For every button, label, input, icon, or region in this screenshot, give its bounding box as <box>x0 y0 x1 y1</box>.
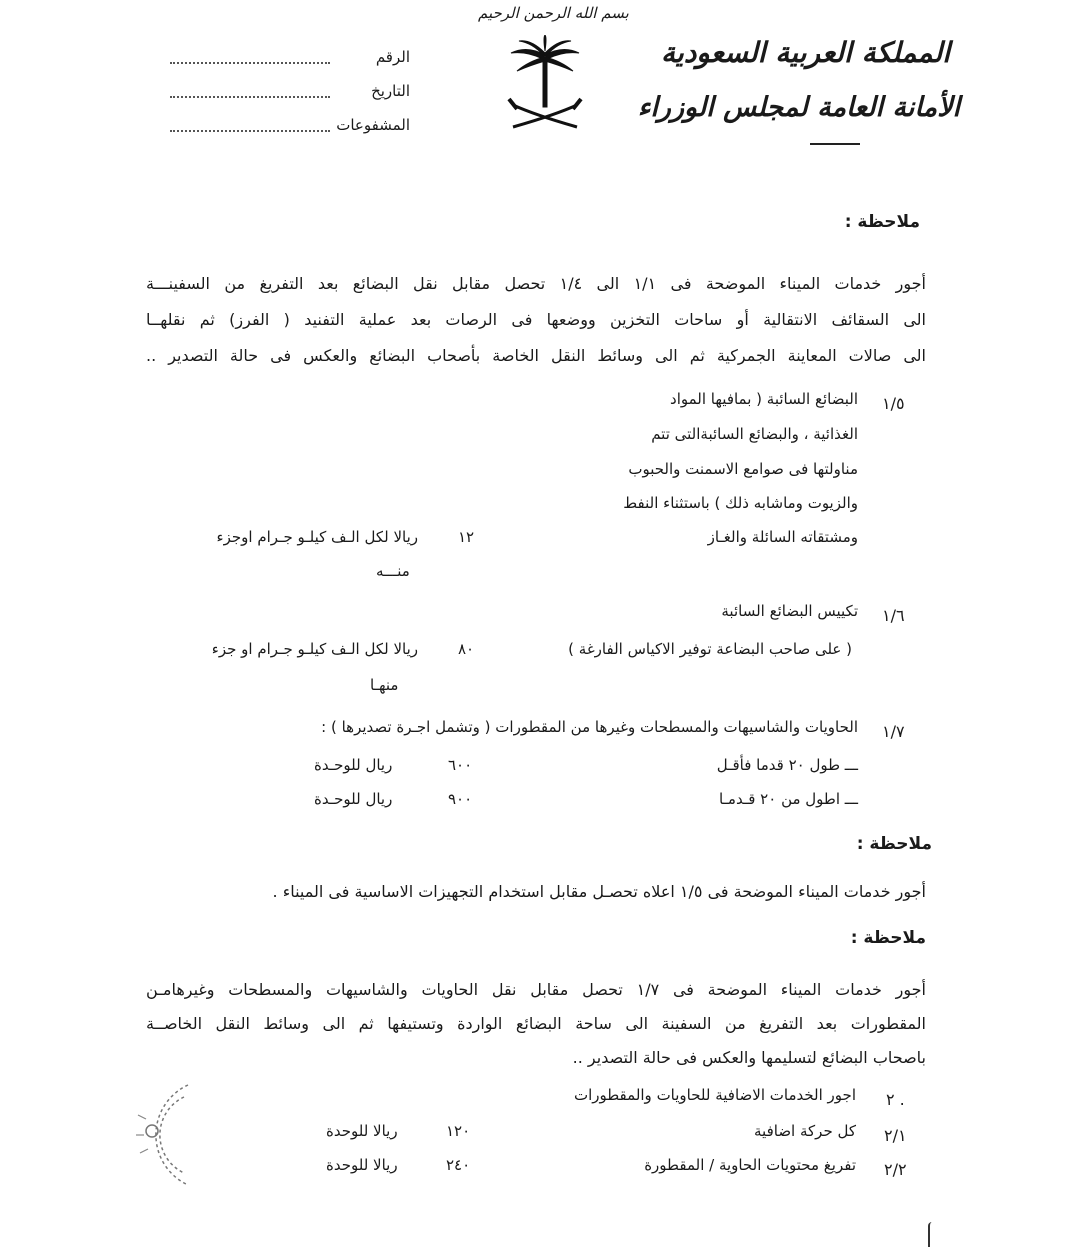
field-date: التاريخ <box>170 82 410 106</box>
section2-row1-amount: ١٢٠ <box>446 1122 471 1140</box>
item17-row1-desc: ـــ طول ٢٠ قدما فأقـل <box>716 756 858 774</box>
item15-rate-cont: منـــه <box>376 562 410 580</box>
section2-row1-unit: ريالا للوحدة <box>326 1122 398 1140</box>
note2-text: أجور خدمات الميناء الموضحة فى ١/٥ اعلاه تحصـل مقابل استخدام التجهيزات الاساسية فى الميناء . <box>272 882 926 901</box>
item16-title: تكييس البضائع السائبة <box>721 602 858 620</box>
item16-number: ١/٦ <box>882 606 905 625</box>
field-number: الرقم <box>170 48 410 72</box>
secretariat-title: الأمانة العامة لمجلس الوزراء <box>637 92 960 123</box>
note3-line-3: باصحاب البضائع لتسليمها والعكس فى حالة التصدير .. <box>572 1048 926 1067</box>
item16-rate: ريالا لكل الـف كيلـو جـرام او جزء <box>211 640 418 658</box>
section2-row2-unit: ريالا للوحدة <box>326 1156 398 1174</box>
basmala: بسم الله الرحمن الرحيم <box>478 4 629 22</box>
item15-line-5: ومشتقاته السائلة والغـاز <box>707 528 858 546</box>
kingdom-title: المملكة العربية السعودية <box>661 36 950 69</box>
note1-title: ملاحظة : <box>844 212 920 232</box>
item15-line-3: مناولتها فى صوامع الاسمنت والحبوب <box>628 460 858 478</box>
header-underline <box>810 143 860 145</box>
note2-title: ملاحظة : <box>856 834 932 854</box>
item15-number: ١/٥ <box>882 394 905 413</box>
item15-line-1: البضائع السائبة ( بمافيها المواد <box>670 390 858 408</box>
section2-row2-amount: ٢٤٠ <box>446 1156 471 1174</box>
item17-row2-desc: ـــ اطول من ٢٠ قـدمـا <box>718 790 858 808</box>
section2-row1-num: ٢/١ <box>884 1126 907 1145</box>
item17-row1-amount: ٦٠٠ <box>448 756 473 774</box>
note3-line-1: أجور خدمات الميناء الموضحة فى ١/٧ تحصل مقابل نقل الحاويات والشاسيهات والمسطحات وغيرهامـن <box>146 980 926 999</box>
note1-line-1: أجور خدمات الميناء الموضحة فى ١/١ الى ١/٤ تحصل مقابل نقل البضائع بعد التفريغ من السفينـــة <box>146 274 927 293</box>
field-attachments: المشفوعات <box>170 116 410 140</box>
official-stamp-icon <box>118 1075 198 1195</box>
item15-line-4: والزيوت وماشابه ذلك ) باستثناء النفط <box>623 494 858 512</box>
note1-line-3: الى صالات المعاينة الجمركية ثم الى وسائط النقل الخاصة بأصحاب البضائع والعكس فى حالة التصدير .. <box>146 346 926 365</box>
item16-condition: ( على صاحب البضاعة توفير الاكياس الفارغة ) <box>568 640 852 658</box>
item15-rate: ريالا لكل الـف كيلـو جـرام اوجزء <box>216 528 418 546</box>
section2-row2-num: ٢/٢ <box>884 1160 907 1179</box>
page-edge-mark <box>928 1222 934 1247</box>
item17-title: الحاويات والشاسيهات والمسطحات وغيرها من المقطورات ( وتشمل اجـرة تصديرها ) : <box>321 718 858 736</box>
item16-amount: ٨٠ <box>458 640 475 658</box>
section2-title: اجور الخدمات الاضافية للحاويات والمقطورات <box>573 1086 856 1104</box>
item15-amount: ١٢ <box>458 528 475 546</box>
item15-line-2: الغذائية ، والبضائع السائبةالتى تتم <box>651 425 858 443</box>
section2-number: . ٢ <box>886 1090 905 1109</box>
saudi-emblem-icon <box>505 35 585 135</box>
item17-row2-unit: ريال للوحـدة <box>314 790 393 808</box>
item16-rate-cont: منهـا <box>370 676 399 694</box>
item17-row1-unit: ريال للوحـدة <box>314 756 393 774</box>
section2-row2-desc: تفريغ محتويات الحاوية / المقطورة <box>644 1156 856 1174</box>
item17-number: ١/٧ <box>882 722 905 741</box>
item17-row2-amount: ٩٠٠ <box>448 790 473 808</box>
section2-row1-desc: كل حركة اضافية <box>754 1122 856 1140</box>
note3-line-2: المقطورات بعد التفريغ من السفينة الى ساحة البضائع الواردة وتستيفها ثم الى وسائط النقل الخاصــة <box>146 1014 926 1033</box>
note3-title: ملاحظة : <box>850 928 926 948</box>
note1-line-2: الى السقائف الانتقالية أو ساحات التخزين ووضعها فى الرصات بعد عملية التفنيد ( الفرز) ثم نقلهــا <box>146 310 926 329</box>
